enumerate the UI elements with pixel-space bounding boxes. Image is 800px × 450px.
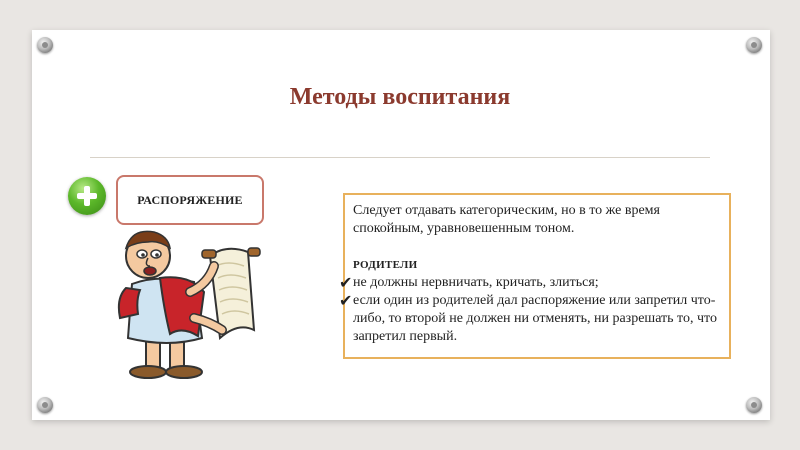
instruction-textbox — [339, 193, 731, 359]
title-divider — [90, 157, 710, 158]
pin-icon — [37, 397, 53, 413]
checklist-item-text: не должны нервничать, кричать, злиться; — [353, 275, 599, 290]
method-tag: РАСПОРЯЖЕНИЕ — [116, 175, 264, 225]
checklist-item — [339, 291, 721, 346]
plus-icon — [68, 177, 106, 215]
check-icon: ✔ — [339, 291, 353, 310]
man-with-scroll-illustration — [98, 226, 261, 386]
section-heading: РОДИТЕЛИ — [353, 259, 418, 271]
slide-title: Методы воспитания — [289, 84, 511, 110]
pin-icon — [37, 37, 53, 53]
checklist-item — [339, 273, 721, 292]
checklist-item-text: если один из родителей дал распоряжение или запретил что-либо, то второй не должен ни отменять, ни разрешать то, что запретил первый. — [353, 293, 717, 344]
check-icon: ✔ — [339, 273, 353, 292]
illustration-svg — [98, 226, 261, 386]
pin-icon — [746, 37, 762, 53]
pin-icon — [746, 397, 762, 413]
intro-text: Следует отдавать категорическим, но в то же время спокойным, уравновешенным тоном. — [353, 203, 660, 236]
